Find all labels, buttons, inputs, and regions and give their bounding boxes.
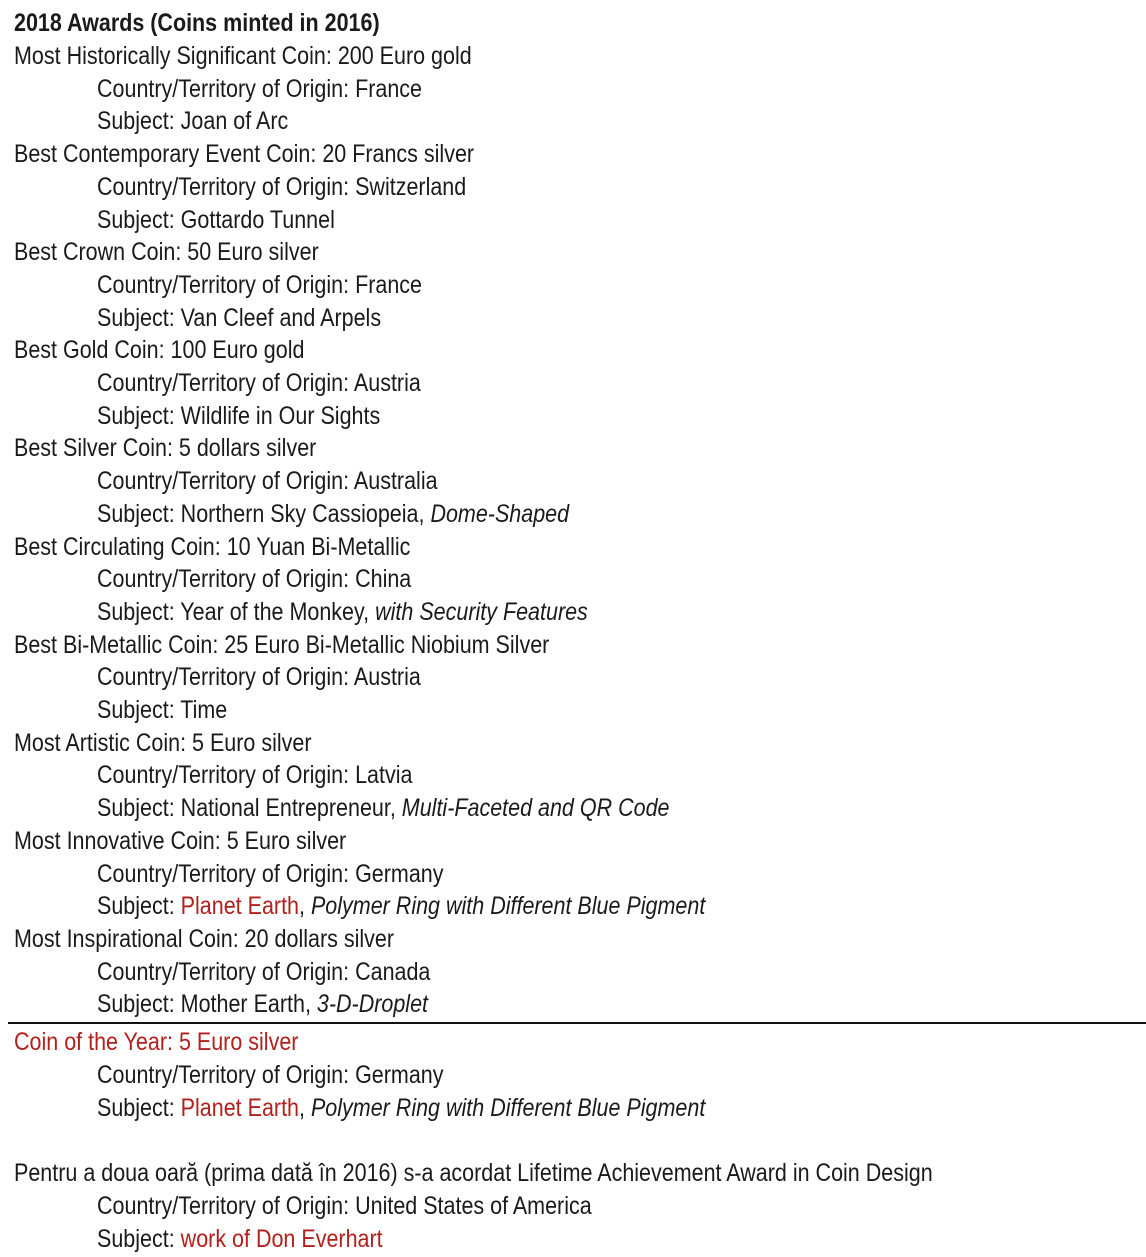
- award-category-line: Best Silver Coin: 5 dollars silver: [14, 434, 317, 463]
- lifetime-award-country: Country/Territory of Origin: United States of America: [97, 1192, 592, 1220]
- award-subject-line: Subject: Time: [97, 696, 228, 724]
- award-country-line: Country/Territory of Origin: China: [97, 565, 412, 594]
- award-subject-line: Subject: Mother Earth, 3-D-Droplet: [97, 990, 429, 1019]
- award-category-line: Best Contemporary Event Coin: 20 Francs silver: [14, 140, 475, 169]
- award-category-line: Most Historically Significant Coin: 200 Euro gold: [14, 42, 472, 70]
- award-subject-line: Subject: Gottardo Tunnel: [97, 205, 335, 234]
- award-subject-line: Subject: National Entrepreneur, Multi-Faceted and QR Code: [97, 794, 670, 823]
- coin-of-year-heading: Coin of the Year: 5 Euro silver: [14, 1028, 299, 1056]
- award-subject-line: Subject: Planet Earth, Polymer Ring with Different Blue Pigment: [97, 892, 706, 921]
- coin-of-year-country: Country/Territory of Origin: Germany: [97, 1061, 444, 1089]
- document-title: 2018 Awards (Coins minted in 2016): [14, 9, 380, 37]
- award-country-line: Country/Territory of Origin: Australia: [97, 467, 438, 496]
- award-category-line: Most Innovative Coin: 5 Euro silver: [14, 826, 347, 855]
- award-country-line: Country/Territory of Origin: Canada: [97, 957, 431, 986]
- award-country-line: Country/Territory of Origin: Germany: [97, 859, 444, 888]
- lifetime-award-subject: Subject: work of Don Everhart: [97, 1225, 383, 1253]
- award-category-line: Best Circulating Coin: 10 Yuan Bi-Metallic: [14, 532, 411, 561]
- award-country-line: Country/Territory of Origin: France: [97, 270, 422, 299]
- award-subject-line: Subject: Northern Sky Cassiopeia, Dome-Shaped: [97, 499, 570, 528]
- award-country-line: Country/Territory of Origin: Latvia: [97, 761, 413, 790]
- award-category-line: Best Crown Coin: 50 Euro silver: [14, 238, 319, 267]
- lifetime-award-text: Pentru a doua oară (prima dată în 2016) s-a acordat Lifetime Achievement Award in Coin Design: [14, 1159, 933, 1187]
- award-category-line: Best Gold Coin: 100 Euro gold: [14, 336, 305, 365]
- award-country-line: Country/Territory of Origin: Austria: [97, 663, 421, 692]
- award-subject-line: Subject: Joan of Arc: [97, 107, 289, 136]
- award-country-line: Country/Territory of Origin: Switzerland: [97, 172, 467, 201]
- award-country-line: Country/Territory of Origin: France: [97, 74, 422, 103]
- award-subject-line: Subject: Year of the Monkey, with Security Features: [97, 597, 588, 626]
- award-subject-line: Subject: Wildlife in Our Sights: [97, 401, 381, 430]
- coin-of-year-subject: Subject: Planet Earth, Polymer Ring with Different Blue Pigment: [97, 1094, 706, 1122]
- award-category-line: Most Inspirational Coin: 20 dollars silver: [14, 924, 395, 953]
- section-divider: [8, 1022, 1146, 1024]
- award-category-line: Most Artistic Coin: 5 Euro silver: [14, 728, 312, 757]
- award-category-line: Best Bi-Metallic Coin: 25 Euro Bi-Metallic Niobium Silver: [14, 630, 550, 659]
- award-subject-line: Subject: Van Cleef and Arpels: [97, 303, 382, 332]
- award-country-line: Country/Territory of Origin: Austria: [97, 369, 421, 397]
